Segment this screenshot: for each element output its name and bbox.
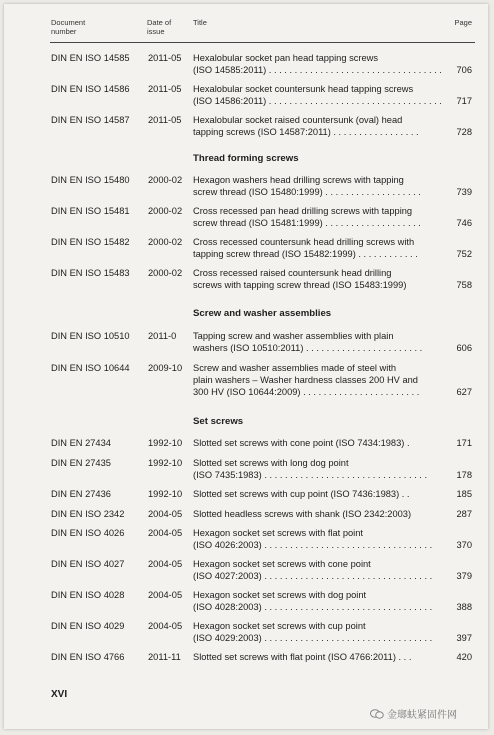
date-of-issue: 1992-10 [148, 458, 183, 468]
document-page [4, 4, 488, 729]
title-text [193, 488, 451, 500]
title-line: (ISO 4029:2003) . . . . . . . . . . . . . . . . . . . . . . . . . . . . . . . . . [193, 633, 433, 643]
header-document-number: Document number [51, 18, 86, 36]
title-text [193, 205, 451, 229]
document-number: DIN EN ISO 10644 [51, 363, 130, 373]
page-number: 388 [456, 602, 472, 612]
title-text [193, 362, 451, 398]
title-text [193, 620, 451, 644]
date-of-issue: 2011-05 [148, 84, 182, 94]
title-line: Hexagon socket set screws with flat point [193, 528, 364, 538]
date-of-issue: 2000-02 [148, 268, 183, 278]
document-number: DIN EN ISO 14585 [51, 53, 130, 63]
date-of-issue: 2004-05 [148, 559, 183, 569]
title-line: Slotted set screws with flat point (ISO 4766:2011) . . . [193, 652, 412, 662]
title-text [193, 589, 451, 613]
title-line: (ISO 4027:2003) . . . . . . . . . . . . . . . . . . . . . . . . . . . . . . . . . [193, 571, 433, 581]
page-number: 171 [456, 438, 472, 448]
title-line: (ISO 4026:2003) . . . . . . . . . . . . . . . . . . . . . . . . . . . . . . . . . [193, 540, 433, 550]
date-of-issue: 2004-05 [148, 509, 183, 519]
watermark [370, 706, 457, 721]
date-of-issue: 2000-02 [148, 237, 183, 247]
document-number: DIN EN ISO 15481 [51, 206, 130, 216]
date-of-issue: 1992-10 [148, 438, 183, 448]
title-text [193, 114, 451, 138]
title-line: Cross recessed raised countersunk head drilling [193, 268, 392, 278]
date-of-issue: 2004-05 [148, 528, 183, 538]
header-rule [50, 42, 475, 43]
document-number: DIN EN ISO 4026 [51, 528, 125, 538]
title-line: Hexagon socket set screws with cone point [193, 559, 371, 569]
title-line: tapping screw thread (ISO 15482:1999) . . . . . . . . . . . . [193, 249, 418, 259]
title-line: (ISO 14585:2011) . . . . . . . . . . . . . . . . . . . . . . . . . . . . . . . . . . [193, 65, 442, 75]
header-page: Page [454, 18, 472, 27]
page-number: 420 [456, 652, 472, 662]
date-of-issue: 1992-10 [148, 489, 183, 499]
date-of-issue: 2000-02 [148, 206, 183, 216]
page-number: 185 [456, 489, 472, 499]
page-number: 739 [456, 187, 472, 197]
date-of-issue: 2011-05 [148, 115, 182, 125]
watermark-text: 金瑯蚨紧固件网 [387, 710, 457, 721]
title-line: Tapping screw and washer assemblies with plain [193, 331, 394, 341]
wechat-icon [370, 709, 384, 719]
document-number: DIN EN ISO 4027 [51, 559, 125, 569]
title-line: screw thread (ISO 15481:1999) . . . . . . . . . . . . . . . . . . . [193, 218, 421, 228]
title-text [193, 330, 451, 354]
header-date-of-issue: Date of issue [147, 18, 172, 36]
date-of-issue: 2011-05 [148, 53, 182, 63]
date-of-issue: 2000-02 [148, 175, 183, 185]
title-line: Screw and washer assemblies made of steel with [193, 363, 397, 373]
document-number: DIN EN 27435 [51, 458, 111, 468]
document-number: DIN EN ISO 10510 [51, 331, 130, 341]
title-text [193, 267, 451, 291]
page-number: 379 [456, 571, 472, 581]
section-heading-text: Screw and washer assemblies [193, 308, 332, 319]
document-number: DIN EN ISO 15480 [51, 175, 130, 185]
title-text [193, 236, 451, 260]
date-of-issue: 2004-05 [148, 621, 183, 631]
title-text [193, 457, 451, 481]
document-number: DIN EN ISO 4029 [51, 621, 125, 631]
page-number: 178 [456, 470, 472, 480]
title-text [193, 437, 451, 449]
title-line: Hexalobular socket raised countersunk (oval) head [193, 115, 403, 125]
page-number: 728 [456, 127, 472, 137]
title-text [193, 83, 451, 107]
document-number: DIN EN ISO 2342 [51, 509, 125, 519]
page-number: 758 [456, 280, 472, 290]
document-number: DIN EN ISO 15482 [51, 237, 130, 247]
page-number: 370 [456, 540, 472, 550]
title-line: Slotted set screws with cup point (ISO 7436:1983) . . [193, 489, 410, 499]
title-line: Hexagon socket set screws with dog point [193, 590, 367, 600]
document-number: DIN EN ISO 14587 [51, 115, 130, 125]
title-line: plain washers – Washer hardness classes 200 HV and [193, 375, 418, 385]
title-text [193, 52, 451, 76]
title-line: screws with tapping screw thread (ISO 15483:1999) [193, 280, 407, 290]
title-line: Slotted headless screws with shank (ISO 2342:2003) [193, 509, 412, 519]
title-text [193, 174, 451, 198]
page-number: 746 [456, 218, 472, 228]
section-heading-text: Set screws [193, 416, 244, 427]
date-of-issue: 2004-05 [148, 590, 183, 600]
page-number: 717 [456, 96, 472, 106]
title-line: (ISO 4028:2003) . . . . . . . . . . . . . . . . . . . . . . . . . . . . . . . . . [193, 602, 433, 612]
page-folio: XVI [51, 689, 68, 700]
date-of-issue: 2011-11 [148, 652, 181, 662]
title-line: Slotted set screws with long dog point [193, 458, 349, 468]
title-text [193, 527, 451, 551]
title-line: Hexagon socket set screws with cup point [193, 621, 366, 631]
title-line: 300 HV (ISO 10644:2009) . . . . . . . . . . . . . . . . . . . . . . . [193, 387, 420, 397]
title-line: Cross recessed pan head drilling screws with tapping [193, 206, 413, 216]
title-line: (ISO 14586:2011) . . . . . . . . . . . . . . . . . . . . . . . . . . . . . . . . . . [193, 96, 442, 106]
page-number: 606 [456, 343, 472, 353]
title-line: washers (ISO 10510:2011) . . . . . . . . . . . . . . . . . . . . . . . [193, 343, 423, 353]
page-number: 287 [456, 509, 472, 519]
title-text [193, 508, 451, 520]
title-text [193, 558, 451, 582]
document-number: DIN EN ISO 15483 [51, 268, 130, 278]
header-title: Title [193, 18, 207, 27]
title-line: screw thread (ISO 15480:1999) . . . . . . . . . . . . . . . . . . . [193, 187, 421, 197]
page-number: 706 [456, 65, 472, 75]
title-line: Cross recessed countersunk head drilling screws with [193, 237, 415, 247]
title-line: Hexalobular socket countersunk head tapping screws [193, 84, 414, 94]
document-number: DIN EN ISO 14586 [51, 84, 130, 94]
document-number: DIN EN ISO 4028 [51, 590, 125, 600]
title-text [193, 651, 451, 663]
document-number: DIN EN ISO 4766 [51, 652, 125, 662]
document-number: DIN EN 27436 [51, 489, 111, 499]
date-of-issue: 2009-10 [148, 363, 183, 373]
page-number: 752 [456, 249, 472, 259]
page-number: 627 [456, 387, 472, 397]
title-line: tapping screws (ISO 14587:2011) . . . . . . . . . . . . . . . . . [193, 127, 419, 137]
page-number: 397 [456, 633, 472, 643]
document-number: DIN EN 27434 [51, 438, 111, 448]
title-line: Hexalobular socket pan head tapping screws [193, 53, 379, 63]
title-line: (ISO 7435:1983) . . . . . . . . . . . . . . . . . . . . . . . . . . . . . . . . [193, 470, 428, 480]
title-line: Hexagon washers head drilling screws with tapping [193, 175, 404, 185]
title-line: Slotted set screws with cone point (ISO 7434:1983) . [193, 438, 410, 448]
date-of-issue: 2011-0 [148, 331, 177, 341]
section-heading-text: Thread forming screws [193, 153, 299, 164]
